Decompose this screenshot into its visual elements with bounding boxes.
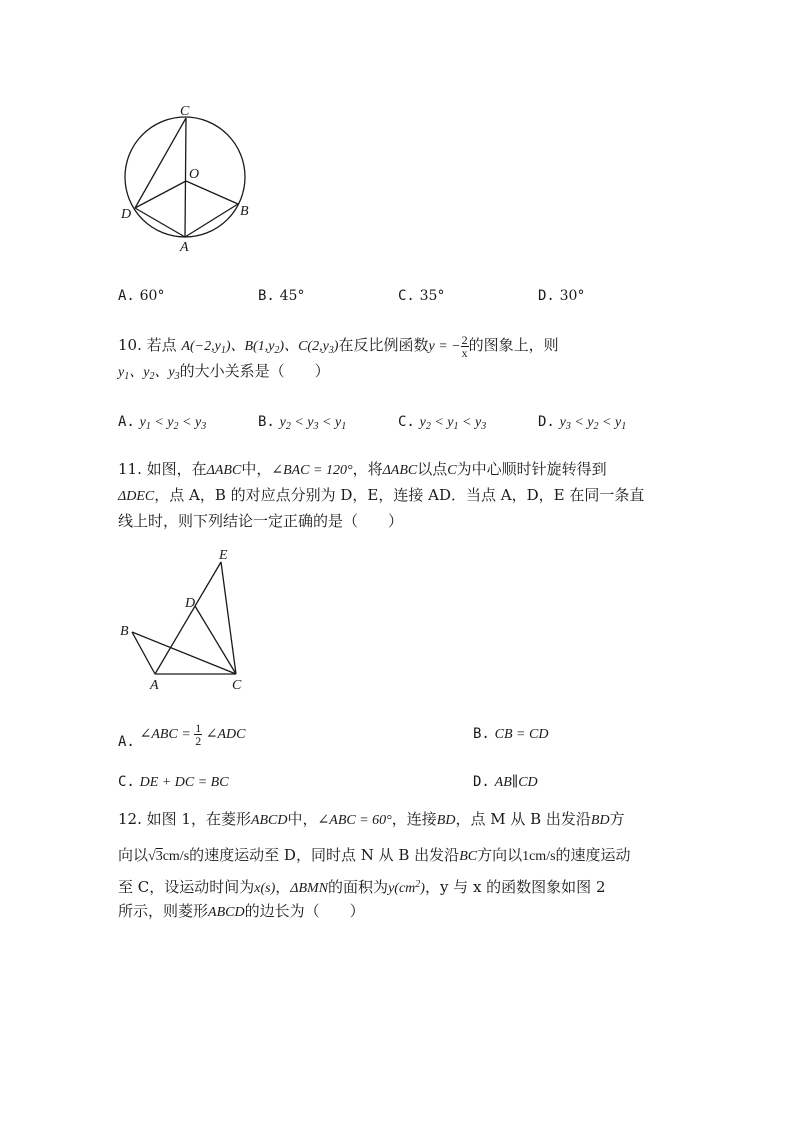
segment-ec bbox=[221, 562, 236, 674]
rhombus-abcd: ABCD bbox=[208, 905, 245, 920]
q9-option-b[interactable] bbox=[258, 284, 304, 307]
option-expr: CB = CD bbox=[494, 727, 549, 742]
stem-text: ，y 与 x 的函数图象如图 2 bbox=[424, 878, 606, 896]
function-expr: y = − $\frac{2}{x}$ bbox=[428, 333, 468, 361]
stem-text: ，将 bbox=[352, 460, 383, 478]
option-letter: D. bbox=[538, 414, 555, 430]
stem-text: 方 bbox=[609, 810, 625, 828]
q11-option-c[interactable] bbox=[118, 770, 229, 794]
segment-bc bbox=[132, 632, 236, 674]
q11-stem-line3 bbox=[118, 510, 403, 532]
area-unit-sup: 2 bbox=[415, 879, 421, 890]
stem-text: ，点 A，B 的对应点分别为 D，E，连接 AD．当点 A，D，E 在同一条直 bbox=[154, 486, 645, 504]
segment-bc: BC bbox=[459, 849, 478, 864]
q12-stem-line4 bbox=[118, 900, 365, 924]
option-letter: D. bbox=[538, 288, 555, 304]
option-letter: B. bbox=[258, 414, 275, 430]
frac-den: 2 bbox=[195, 734, 202, 749]
label-a: A bbox=[150, 678, 159, 693]
label-d: D bbox=[121, 207, 132, 222]
angle-bac: ∠BAC = 120° bbox=[271, 463, 353, 478]
label-c: C bbox=[232, 678, 242, 693]
stem-text: ，点 M 从 B 出发沿 bbox=[455, 810, 591, 828]
frac-den: x bbox=[461, 346, 468, 361]
q11-stem-line1 bbox=[118, 458, 607, 482]
speed-sqrt3: √3cm/s bbox=[148, 849, 190, 864]
segment-ba bbox=[132, 632, 155, 674]
option-letter: B. bbox=[473, 726, 490, 742]
stem-text: 如图，在 bbox=[146, 460, 207, 478]
option-expr: ∠ABC = $\frac{1}{2}$ ∠ADC bbox=[139, 721, 246, 749]
option-value: 30° bbox=[559, 288, 585, 304]
triangle-abc: ΔABC bbox=[206, 463, 242, 478]
option-value: 35° bbox=[419, 288, 445, 304]
segment-ca bbox=[185, 118, 186, 237]
stem-text: 的速度运动 bbox=[555, 846, 631, 864]
stem-text: 的大小关系是（ ） bbox=[179, 362, 330, 380]
stem-text: 以点 bbox=[417, 460, 448, 478]
segment-bd: BD bbox=[436, 813, 456, 828]
stem-text: ， bbox=[275, 878, 291, 896]
option-expr: $y_2 < y_1 < y_3$ bbox=[419, 415, 487, 432]
frac-num: 1 bbox=[195, 721, 202, 736]
q10-option-a[interactable] bbox=[118, 410, 206, 438]
label-e: E bbox=[219, 548, 228, 563]
stem-text: 在反比例函数 bbox=[338, 336, 429, 354]
y-values: $y_1$、$y_2$、$y_3$ bbox=[118, 365, 180, 382]
segment-ae bbox=[155, 562, 221, 674]
question-number: 12. bbox=[118, 810, 142, 828]
stem-text: 的速度运动至 D，同时点 N 从 B 出发沿 bbox=[189, 846, 460, 864]
option-value: 60° bbox=[139, 288, 165, 304]
q10-option-c[interactable] bbox=[398, 410, 486, 438]
option-letter: A. bbox=[118, 288, 135, 304]
stem-text: 向以 bbox=[118, 846, 149, 864]
area-unit: y(cm bbox=[388, 881, 416, 896]
option-expr: AB∥CD bbox=[494, 775, 538, 790]
stem-text: 的图象上，则 bbox=[468, 336, 559, 354]
label-b: B bbox=[120, 624, 129, 639]
rhombus-abcd: ABCD bbox=[250, 813, 288, 828]
stem-text: ，连接 bbox=[391, 810, 437, 828]
time-var: x(s) bbox=[254, 881, 276, 896]
triangle-abc: ΔABC bbox=[382, 463, 418, 478]
stem-text: 的面积为 bbox=[328, 878, 389, 896]
points-abc: $A(-2,y_1)$、$B(1,y_2)$、$C(2,y_3)$ bbox=[181, 339, 339, 356]
option-expr: $y_2 < y_3 < y_1$ bbox=[279, 415, 347, 432]
q11-stem-line2 bbox=[118, 484, 644, 508]
segment-dc bbox=[195, 606, 236, 674]
label-c: C bbox=[180, 104, 190, 119]
label-d: D bbox=[185, 596, 196, 611]
option-letter: A. bbox=[118, 734, 135, 750]
area-unit-close: ) bbox=[420, 881, 425, 896]
stem-text: 的边长为（ ） bbox=[244, 902, 365, 920]
option-letter: A. bbox=[118, 414, 135, 430]
q12-stem-line1 bbox=[118, 808, 625, 832]
stem-text: 如图 1，在菱形 bbox=[146, 810, 251, 828]
option-value: 45° bbox=[279, 288, 305, 304]
option-expr: DE + DC = BC bbox=[139, 775, 229, 790]
option-letter: C. bbox=[398, 288, 415, 304]
q10-option-d[interactable] bbox=[538, 410, 626, 438]
stem-text: 若点 bbox=[146, 336, 177, 354]
segment-da bbox=[135, 208, 185, 237]
stem-text: 为中心顺时针旋转得到 bbox=[456, 460, 607, 478]
option-letter: D. bbox=[473, 774, 490, 790]
q11-option-b[interactable] bbox=[473, 722, 548, 746]
circle-figure bbox=[110, 100, 260, 260]
triangle-dec: ΔDEC bbox=[118, 489, 155, 504]
option-letter: C. bbox=[118, 774, 135, 790]
segment-bd: BD bbox=[590, 813, 610, 828]
triangle-bmn: ΔBMN bbox=[290, 881, 329, 896]
stem-text: 中， bbox=[287, 810, 318, 828]
stem-text: 至 C，设运动时间为 bbox=[118, 878, 255, 896]
segment-ab bbox=[185, 204, 238, 237]
q9-option-c[interactable] bbox=[398, 284, 444, 307]
frac-num: 2 bbox=[461, 333, 468, 348]
q12-stem-line2 bbox=[118, 844, 631, 868]
area-var bbox=[388, 881, 425, 896]
triangle-figure bbox=[110, 540, 260, 695]
question-number: 11. bbox=[118, 460, 142, 478]
speed-1cm: 1cm/s bbox=[522, 849, 556, 864]
option-expr: $y_3 < y_2 < y_1$ bbox=[559, 415, 627, 432]
q9-option-d[interactable] bbox=[538, 284, 584, 307]
q10-option-b[interactable] bbox=[258, 410, 346, 438]
label-b: B bbox=[240, 204, 249, 219]
option-expr: $y_1 < y_2 < y_3$ bbox=[139, 415, 207, 432]
question-number: 10. bbox=[118, 336, 142, 354]
stem-text: 所示，则菱形 bbox=[118, 902, 209, 920]
stem-text: 线上时，则下列结论一定正确的是（ ） bbox=[118, 512, 404, 530]
q10-stem-line1 bbox=[118, 334, 559, 362]
q12-stem-line3 bbox=[118, 874, 606, 900]
option-letter: C. bbox=[398, 414, 415, 430]
speed-unit: cm/s bbox=[162, 849, 190, 864]
option-letter: B. bbox=[258, 288, 275, 304]
point-c: C bbox=[447, 463, 457, 478]
label-o: O bbox=[189, 167, 200, 182]
stem-text: 中， bbox=[241, 460, 272, 478]
q11-option-d[interactable] bbox=[473, 770, 538, 794]
q11-option-a[interactable] bbox=[118, 721, 246, 750]
q9-option-a[interactable] bbox=[118, 284, 164, 307]
sqrt-radicand: 3 bbox=[155, 849, 163, 864]
segment-ob bbox=[186, 181, 238, 204]
q10-stem-line2 bbox=[118, 360, 330, 388]
angle-abc: ∠ABC = 60° bbox=[317, 813, 392, 828]
stem-text: 方向以 bbox=[477, 846, 523, 864]
label-a: A bbox=[180, 240, 189, 255]
